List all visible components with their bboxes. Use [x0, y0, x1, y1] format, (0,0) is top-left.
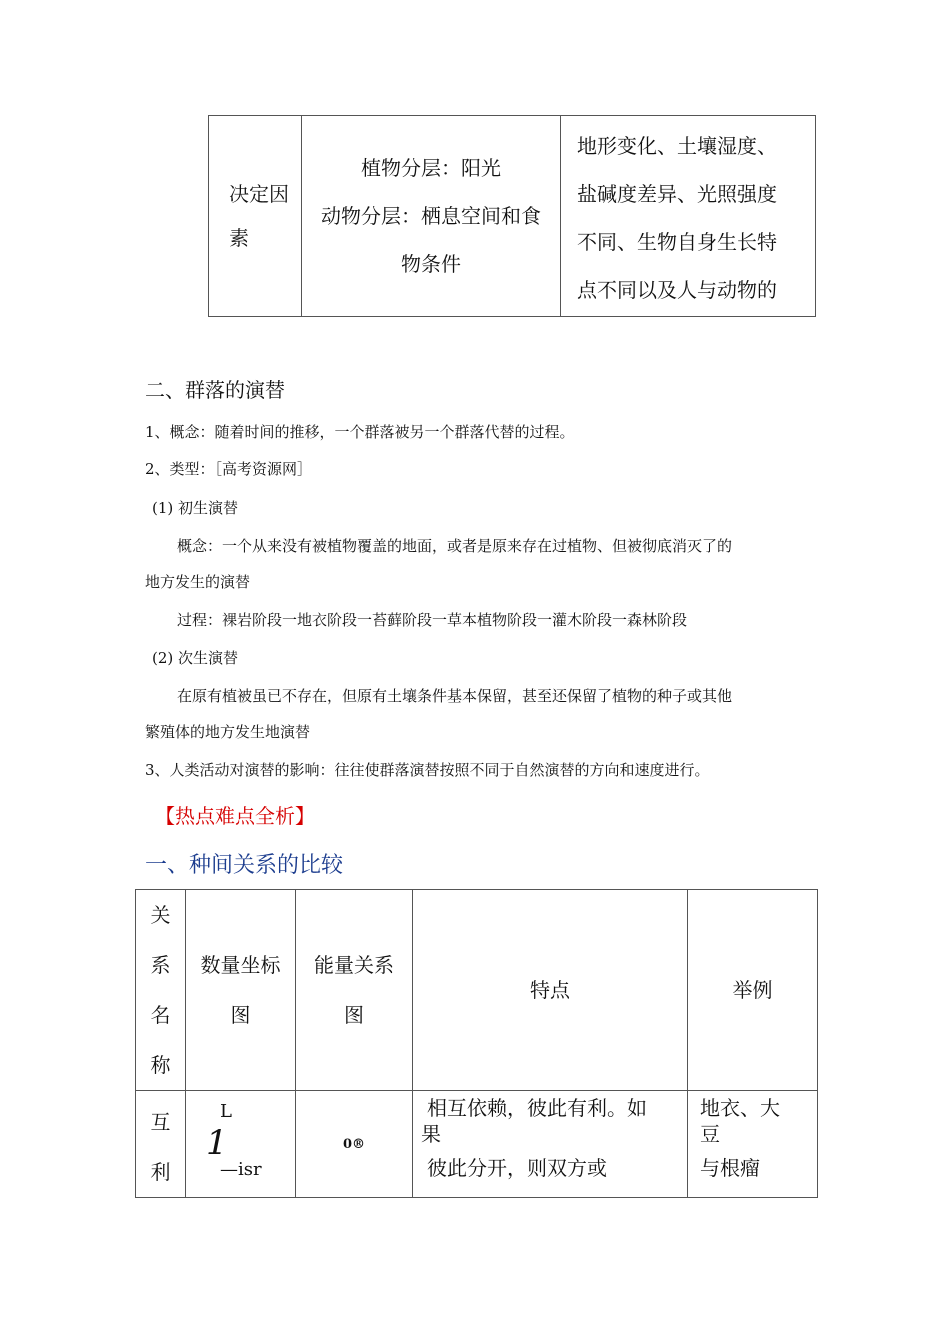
mutualism-feature-line-2: 果: [421, 1122, 441, 1146]
mutualism-example-line-1: 地衣、大: [700, 1096, 780, 1120]
table-header-row: [136, 890, 818, 1091]
secondary-concept-line-1: 在原有植被虽已不存在，但原有土壤条件基本保留，甚至还保留了植物的种子或其他: [177, 687, 733, 705]
header-energy-graph-line-1: 能量关系: [314, 953, 394, 977]
interspecies-relations-title: 一、种间关系的比较: [145, 853, 344, 878]
mutualism-feature: [413, 1091, 688, 1198]
human-impact-paragraph: 3、人类活动对演替的影响：往往使群落演替按照不同于自然演替的方向和速度进行。: [145, 761, 710, 779]
type-paragraph: 2、类型：［高考资源网］: [145, 460, 313, 478]
horizontal-factor-line-1: 地形变化、土壤湿度、: [577, 134, 777, 158]
plant-layering-text: 植物分层：阳光: [361, 156, 501, 180]
mutualism-quantity-graph: [186, 1091, 296, 1198]
header-quantity-graph-line-2: 图: [230, 1003, 251, 1027]
animal-layering-text-2: 物条件: [401, 252, 461, 276]
header-relation-name-char-3: 名: [150, 1003, 171, 1027]
header-feature: 特点: [413, 890, 688, 1091]
header-energy-graph: [296, 890, 413, 1091]
mutualism-name-char-2: 利: [150, 1160, 171, 1184]
animal-layering-text-1: 动物分层：栖息空间和食: [321, 204, 541, 228]
header-quantity-graph-line-1: 数量坐标: [200, 953, 281, 977]
header-energy-graph-line-2: 图: [344, 1003, 364, 1027]
header-relation-name-char-4: 称: [150, 1053, 171, 1077]
graph-label-1: 1: [206, 1123, 228, 1163]
mutualism-example-line-3: 与根瘤: [700, 1156, 760, 1180]
interspecies-relations-table: [135, 889, 818, 1198]
section-succession-title: 二、群落的演替: [145, 378, 285, 402]
factor-label-cell: [209, 116, 302, 317]
secondary-succession-heading: (2) 次生演替: [152, 649, 239, 667]
layering-factor-cell: [302, 116, 561, 317]
factor-label-line-1: 决定因: [229, 182, 289, 206]
header-relation-name-char-2: 系: [150, 953, 171, 977]
mutualism-name: [136, 1091, 186, 1198]
factor-label-line-2: 素: [229, 226, 249, 250]
horizontal-factor-line-2: 盐碱度差异、光照强度: [577, 182, 777, 206]
secondary-concept-line-2: 繁殖体的地方发生地演替: [145, 723, 311, 741]
mutualism-feature-line-3: 彼此分开，则双方或: [427, 1156, 607, 1180]
primary-concept-line-2: 地方发生的演替: [145, 573, 251, 591]
horizontal-factor-line-4: 点不同以及人与动物的: [577, 278, 777, 302]
table-row: [136, 1091, 818, 1198]
mutualism-example-line-2: 豆: [700, 1122, 720, 1146]
graph-label-isr: —isr: [220, 1159, 262, 1180]
graph-label-l: L: [220, 1101, 232, 1122]
horizontal-factor-line-3: 不同、生物自身生长特: [577, 230, 777, 254]
primary-succession-heading: (1) 初生演替: [152, 499, 239, 517]
horizontal-factor-cell: [561, 116, 816, 317]
hot-topics-heading: 【热点难点全析】: [155, 804, 315, 828]
mutualism-feature-line-1: 相互依赖，彼此有利。如: [427, 1096, 647, 1120]
primary-process-line: 过程：裸岩阶段一地衣阶段一苔藓阶段一草本植物阶段一灌木阶段一森林阶段: [177, 611, 688, 629]
header-relation-name: [136, 890, 186, 1091]
mutualism-example: [688, 1091, 818, 1198]
mutualism-name-char-1: 互: [150, 1110, 171, 1134]
factor-table: [208, 115, 816, 317]
header-relation-name-char-1: 关: [150, 903, 171, 927]
concept-paragraph: 1、概念：随着时间的推移，一个群落被另一个群落代替的过程。: [145, 423, 575, 441]
header-example: 举例: [688, 890, 818, 1091]
primary-concept-line-1: 概念：一个从来没有被植物覆盖的地面，或者是原来存在过植物、但被彻底消灭了的: [177, 537, 733, 555]
header-quantity-graph: [186, 890, 296, 1091]
mutualism-energy-graph: 0®: [296, 1091, 413, 1198]
